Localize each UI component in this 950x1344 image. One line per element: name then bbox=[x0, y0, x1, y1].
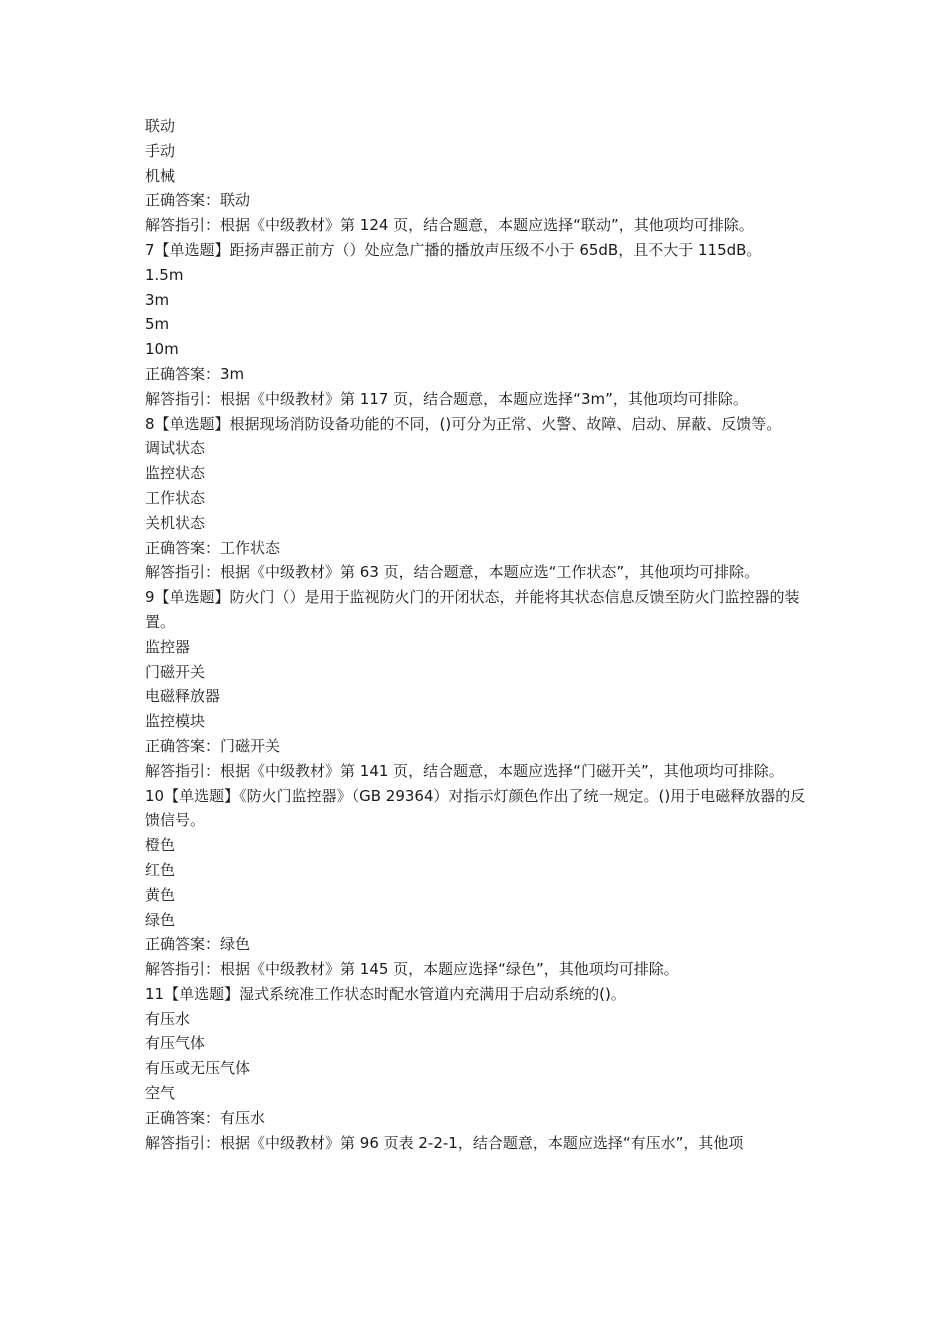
answer: 正确答案：门磁开关 bbox=[145, 736, 281, 755]
question-stem: 9【单选题】防火门（）是用于监视防火门的开闭状态，并能将其状态信息反馈至防火门监控器的装置。 bbox=[145, 588, 800, 631]
option: 有压气体 bbox=[145, 1034, 206, 1053]
option: 空气 bbox=[145, 1084, 176, 1103]
question-stem: 10【单选题】《防火门监控器》（GB 29364）对指示灯颜色作出了统一规定。()用于电磁释放器的反馈信号。 bbox=[145, 786, 806, 830]
option: 关机状态 bbox=[145, 513, 206, 532]
answer: 正确答案：3m bbox=[145, 364, 245, 383]
option: 监控模块 bbox=[145, 712, 206, 731]
option: 手动 bbox=[145, 141, 176, 160]
question-stem: 7【单选题】距扬声器正前方（）处应急广播的播放声压级不小于 65dB，且不大于 115dB。 bbox=[145, 240, 762, 259]
option: 机械 bbox=[145, 166, 176, 185]
question-9 bbox=[145, 585, 810, 783]
question-10 bbox=[145, 784, 810, 982]
answer: 正确答案：联动 bbox=[145, 191, 251, 210]
option: 门磁开关 bbox=[145, 662, 206, 681]
option: 黄色 bbox=[145, 885, 176, 904]
explanation: 解答指引：根据《中级教材》第 141 页，结合题意，本题应选择“门磁开关”，其他项均可排除。 bbox=[145, 761, 784, 780]
option: 10m bbox=[145, 340, 179, 359]
option: 有压或无压气体 bbox=[145, 1059, 251, 1078]
option: 电磁释放器 bbox=[145, 687, 221, 706]
option: 有压水 bbox=[145, 1009, 191, 1028]
option: 调试状态 bbox=[145, 439, 206, 458]
option: 红色 bbox=[145, 860, 176, 879]
question-7 bbox=[145, 238, 810, 412]
question-stem: 11【单选题】湿式系统准工作状态时配水管道内充满用于启动系统的()。 bbox=[145, 984, 626, 1003]
question-8 bbox=[145, 412, 810, 586]
question-stem: 8【单选题】根据现场消防设备功能的不同，()可分为正常、火警、故障、启动、屏蔽、反馈等。 bbox=[145, 414, 782, 433]
option: 3m bbox=[145, 290, 170, 309]
option: 1.5m bbox=[145, 265, 184, 284]
document-body bbox=[145, 114, 810, 1155]
option: 监控状态 bbox=[145, 464, 206, 483]
answer: 正确答案：工作状态 bbox=[145, 538, 281, 557]
question-6-tail bbox=[145, 114, 810, 238]
option: 联动 bbox=[145, 117, 176, 135]
answer: 正确答案：有压水 bbox=[145, 1108, 266, 1127]
explanation: 解答指引：根据《中级教材》第 124 页，结合题意，本题应选择“联动”，其他项均可排除。 bbox=[145, 216, 754, 235]
explanation: 解答指引：根据《中级教材》第 145 页，本题应选择“绿色”，其他项均可排除。 bbox=[145, 960, 679, 979]
explanation: 解答指引：根据《中级教材》第 96 页表 2-2-1，结合题意，本题应选择“有压水”，其他项 bbox=[145, 1133, 744, 1152]
explanation: 解答指引：根据《中级教材》第 117 页，结合题意，本题应选择“3m”，其他项均可排除。 bbox=[145, 389, 748, 408]
answer: 正确答案：绿色 bbox=[145, 935, 251, 954]
option: 绿色 bbox=[145, 910, 176, 929]
explanation: 解答指引：根据《中级教材》第 63 页，结合题意，本题应选“工作状态”，其他项均可排除。 bbox=[145, 563, 760, 582]
option: 5m bbox=[145, 315, 170, 334]
option: 橙色 bbox=[145, 836, 176, 855]
option: 监控器 bbox=[145, 637, 191, 656]
option: 工作状态 bbox=[145, 488, 206, 507]
question-11 bbox=[145, 982, 810, 1156]
